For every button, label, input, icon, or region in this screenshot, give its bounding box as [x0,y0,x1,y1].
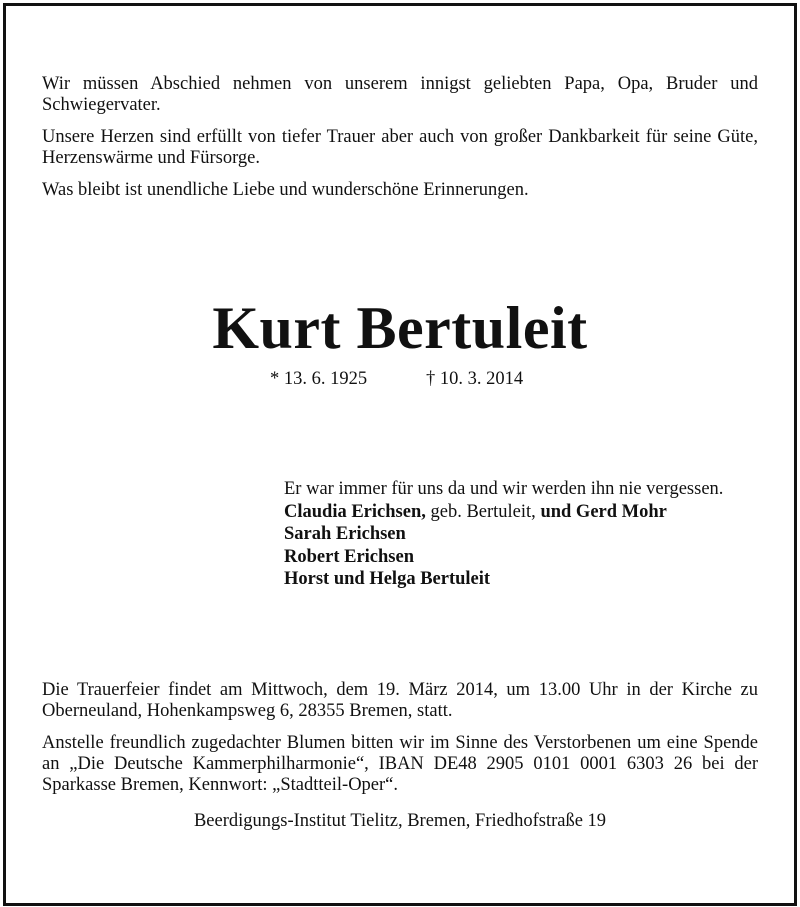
undertaker-info: Beerdigungs-Institut Tielitz, Bremen, Friedhofstraße 19 [193,811,607,831]
intro-paragraph-grief: Unsere Herzen sind erfüllt von tiefer Trauer aber auch von großer Dankbarkeit für seine Güte, Herzenswärme und Fürsorge. [42,127,758,168]
donation-details: Anstelle freundlich zugedachter Blumen bitten wir im Sinne des Verstorbenen um eine Spende an „Die Deutsche Kammerphilharmonie“, IBAN DE48 2905 0101 0001 6303 26 bei der Sparkasse Bremen, Kennwort: „Stadtteil-Oper“. [42,733,758,795]
family-birthname-note: geb. Bertuleit, [425,501,541,522]
family-line-claudia [284,501,764,524]
family-member-gerd: und Gerd Mohr [540,501,667,522]
family-member-robert: Robert Erichsen [284,546,414,567]
funeral-details: Die Trauerfeier findet am Mittwoch, dem 19. März 2014, um 13.00 Uhr in der Kirche zu Oberneuland, Hohenkampsweg 6, 28355 Bremen, statt. [42,680,758,721]
deceased-name: Kurt Bertuleit [212,295,588,361]
family-signature-block [284,478,764,591]
birth-date: * 13. 6. 1925 [270,369,368,389]
intro-paragraph-farewell: Wir müssen Abschied nehmen von unserem innigst geliebten Papa, Opa, Bruder und Schwiegervater. [42,74,758,115]
death-date: † 10. 3. 2014 [426,369,524,389]
intro-paragraph-love: Was bleibt ist unendliche Liebe und wunderschöne Erinnerungen. [42,180,529,200]
family-member-horst-helga: Horst und Helga Bertuleit [284,569,491,589]
family-member-sarah: Sarah Erichsen [284,524,406,544]
family-member-claudia: Claudia Erichsen, [284,501,426,522]
family-tagline: Er war immer für uns da und wir werden ihn nie vergessen. [284,479,724,499]
